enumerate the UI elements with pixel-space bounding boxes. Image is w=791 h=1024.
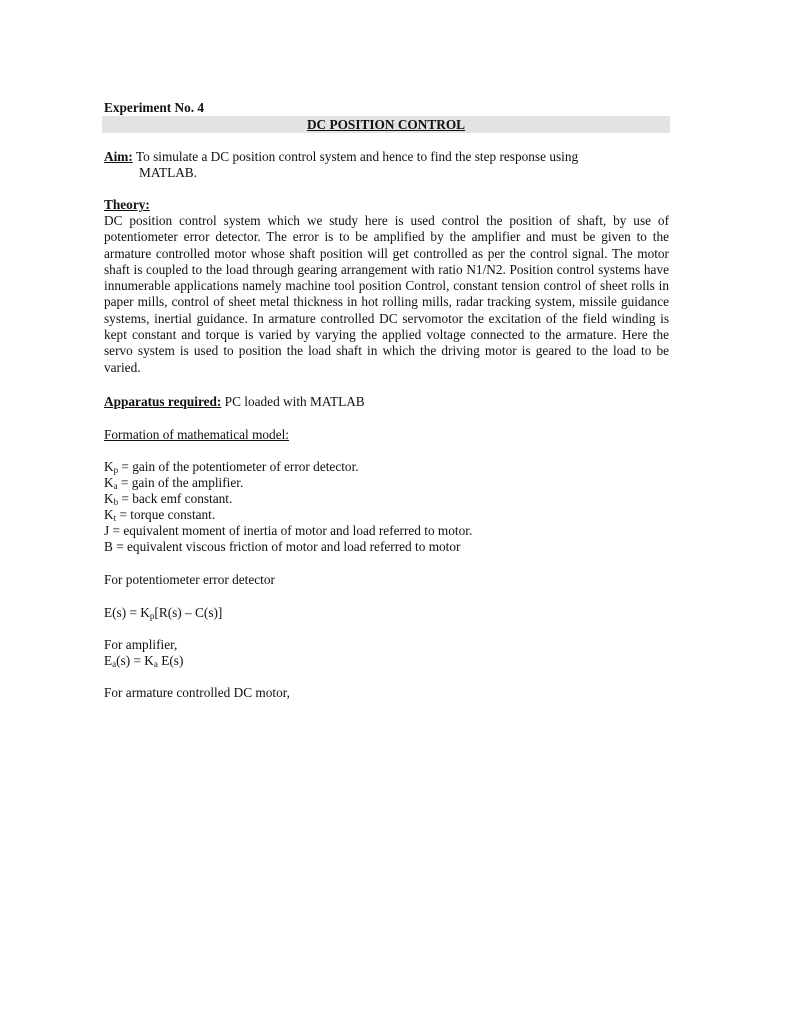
- definition-j: J = equivalent moment of inertia of motor and load referred to motor.: [104, 523, 473, 538]
- aim-label: Aim:: [104, 149, 133, 164]
- experiment-label: Experiment No. 4: [104, 100, 205, 115]
- document-title: DC POSITION CONTROL: [306, 117, 466, 132]
- theory-label: Theory:: [104, 197, 150, 212]
- definition-ka: $K_a$ = gain of the amplifier.: [104, 475, 244, 491]
- apparatus-line: [104, 394, 365, 410]
- definition-kt: $K_t$ = torque constant.: [104, 507, 216, 523]
- apparatus-value: PC loaded with MATLAB: [221, 394, 365, 409]
- model-heading: Formation of mathematical model:: [104, 427, 290, 442]
- aim-line-2: MATLAB.: [139, 165, 197, 180]
- aim-text-1: To simulate a DC position control system and hence to find the step response using: [135, 149, 579, 164]
- motor-intro: For armature controlled DC motor,: [104, 685, 290, 700]
- equation-amplifier: $E_a(s) = K_a$ E(s): [104, 653, 184, 669]
- amplifier-intro: For amplifier,: [104, 637, 178, 652]
- equation-error: $E(s) = K_p[R(s) - C(s)]$: [104, 605, 223, 621]
- definition-kp: $K_p$ = gain of the potentiometer of error detector.: [104, 459, 359, 475]
- theory-paragraph: DC position control system which we study here is used control the position of shaft, by use of potentiometer error detector. The error is to be amplified by the amplifier and must be given to the armature controlled motor whose shaft position will get controlled as per the control signal. The motor shaft is coupled to the load through gearing arrangement with ratio N1/N2. Position control systems have innumerable applications namely machine tool position Control, constant tension control of sheet rolls in paper mills, control of sheet metal thickness in hot rolling mills, radar tracking system, missile guidance systems, inertial guidance. In armature controlled DC servomotor the excitation of the field winding is kept constant and torque is varied by varying the applied voltage connected to the armature. Here the servo system is used to position the load shaft in which the driving motor is geared to the load to be varied.: [104, 213, 669, 375]
- definition-b: B = equivalent viscous friction of motor and load referred to motor: [104, 539, 461, 554]
- potentiometer-intro: For potentiometer error detector: [104, 572, 275, 587]
- apparatus-label: Apparatus required:: [104, 394, 222, 409]
- aim-line-1: [104, 149, 578, 165]
- definition-kb: $K_b$ = back emf constant.: [104, 491, 233, 507]
